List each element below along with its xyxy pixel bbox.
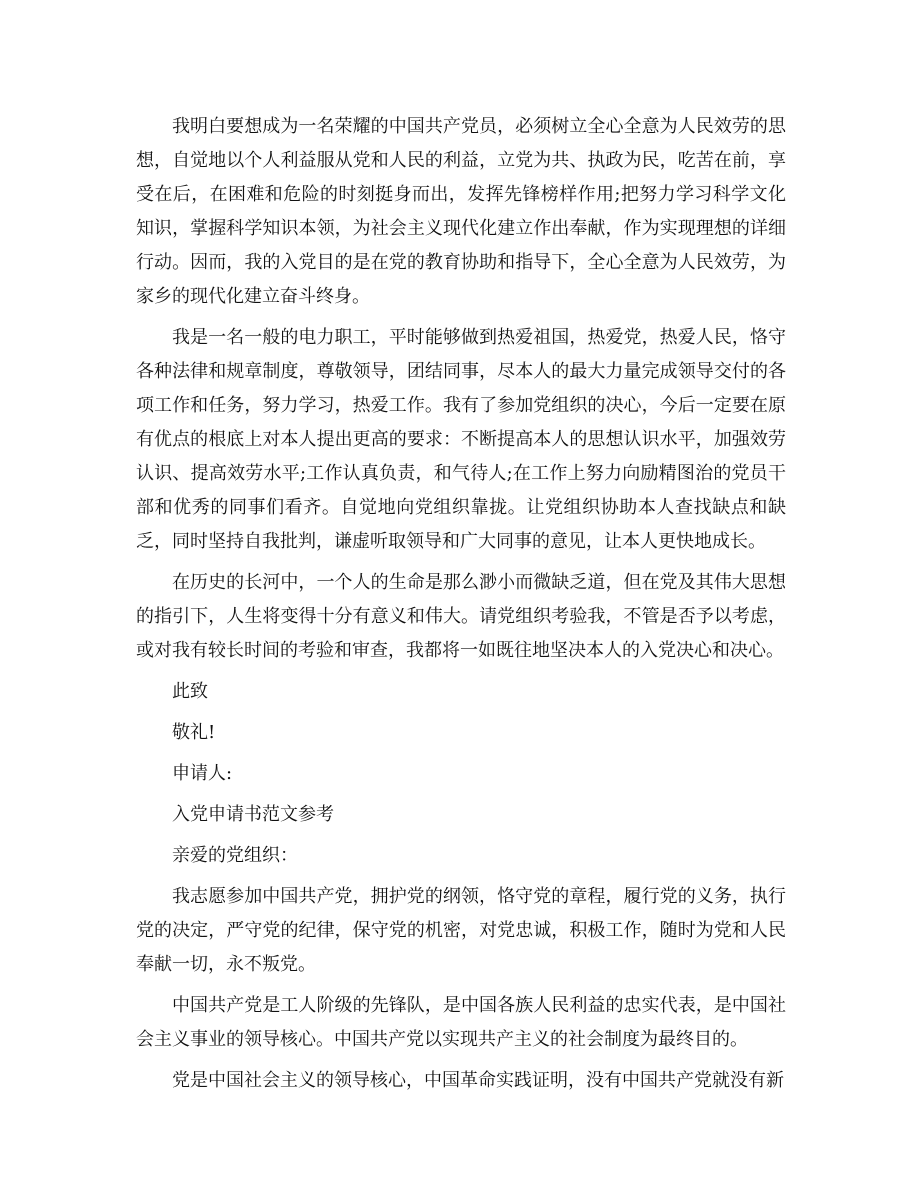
closing-greeting: 此致 [172,681,208,702]
paragraph-party-nature: 中国共产党是工人阶级的先锋队，是中国各族人民利益的忠实代表，是中国社会主义事业的领导核心。中国共产党以实现共产主义的社会制度为最终目的。 [136,995,786,1050]
paragraph-pledge: 我志愿参加中国共产党，拥护党的纲领，恪守党的章程，履行党的义务，执行党的决定，严守党的纪律，保守党的机密，对党忠诚，积极工作，随时为党和人民奉献一切，永不叛党。 [136,886,786,975]
salutation: 亲爱的党组织： [172,845,298,866]
paragraph-party-core: 党是中国社会主义的领导核心，中国革命实践证明，没有中国共产党就没有新 [172,1070,784,1091]
paragraph-self-description: 我是一名一般的电力职工，平时能够做到热爱祖国，热爱党，热爱人民，恪守各种法律和规章制度，尊敬领导，团结同事，尽本人的最大力量完成领导交付的各项工作和任务，努力学习，热爱工作。我有了参加党组织的决心，今后一定要在原有优点的根底上对本人提出更高的要求：不断提高本人的思想认识水平，加强效劳认识、提高效劳水平;工作认真负责，和气待人;在工作上努力向励精图治的党员干部和优秀的同事们看齐。自觉地向党组织靠拢。让党组织协助本人查找缺点和缺乏，同时坚持自我批判，谦虚听取领导和广大同事的意见，让本人更快地成长。 [136,327,786,552]
closing-salute: 敬礼! [172,722,216,743]
paragraph-purpose: 我明白要想成为一名荣耀的中国共产党员，必须树立全心全意为人民效劳的思想，自觉地以个人利益服从党和人民的利益，立党为共、执政为民，吃苦在前，享受在后，在困难和危险的时刻挺身而出，发挥先锋榜样作用;把努力学习科学文化知识，掌握科学知识本领，为社会主义现代化建立作出奉献，作为实现理想的详细行动。因而，我的入党目的是在党的教育协助和指导下，全心全意为人民效劳，为家乡的现代化建立奋斗终身。 [136,116,786,307]
document-body [136,110,786,1105]
paragraph-resolve: 在历史的长河中，一个人的生命是那么渺小而微缺乏道，但在党及其伟大思想的指引下，人生将变得十分有意义和伟大。请党组织考验我，不管是否予以考虑，或对我有较长时间的考验和审查，我都将一如既往地坚决本人的入党决心和决心。 [136,572,786,661]
section-title: 入党申请书范文参考 [172,804,334,825]
applicant-label: 申请人: [172,763,233,784]
